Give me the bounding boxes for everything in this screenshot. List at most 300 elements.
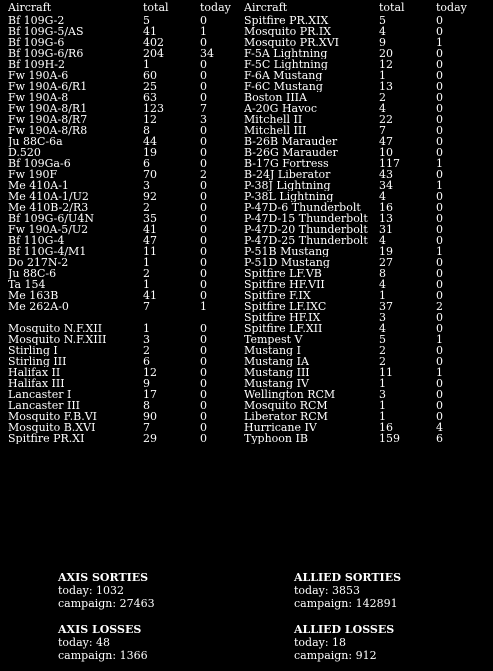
aircraft-name-cell: F-6C Mustang bbox=[244, 81, 323, 92]
allied-losses-summary bbox=[294, 623, 394, 662]
total-cell: 4 bbox=[379, 26, 386, 37]
aircraft-name-cell: Fw 190F bbox=[8, 169, 58, 180]
today-cell: 0 bbox=[200, 15, 207, 26]
table-row bbox=[244, 15, 484, 26]
aircraft-name-cell: Stirling III bbox=[8, 356, 67, 367]
table-header-row bbox=[8, 1, 248, 15]
total-cell: 3 bbox=[379, 312, 386, 323]
today-cell: 0 bbox=[436, 323, 443, 334]
table-row bbox=[244, 246, 484, 257]
total-cell: 7 bbox=[379, 125, 386, 136]
table-row bbox=[8, 114, 248, 125]
aircraft-name-cell: Me 262A-0 bbox=[8, 301, 69, 312]
table-row bbox=[8, 180, 248, 191]
total-cell: 44 bbox=[143, 136, 157, 147]
today-cell: 0 bbox=[200, 158, 207, 169]
today-cell: 0 bbox=[200, 422, 207, 433]
aircraft-name-cell: Wellington RCM bbox=[244, 389, 336, 400]
aircraft-name-cell: P-47D-6 Thunderbolt bbox=[244, 202, 361, 213]
aircraft-name-cell: Me 410A-1 bbox=[8, 180, 69, 191]
total-cell: 41 bbox=[143, 26, 157, 37]
aircraft-name-cell: Spitfire HF.VII bbox=[244, 279, 325, 290]
table-row bbox=[8, 257, 248, 268]
aircraft-name-cell: F-5C Lightning bbox=[244, 59, 328, 70]
total-cell: 1 bbox=[143, 279, 150, 290]
today-cell: 0 bbox=[200, 70, 207, 81]
total-cell: 9 bbox=[379, 37, 386, 48]
total-cell: 1 bbox=[143, 323, 150, 334]
aircraft-name-cell: Bf 109G-6 bbox=[8, 37, 65, 48]
aircraft-name-cell: B-26B Marauder bbox=[244, 136, 338, 147]
total-cell: 2 bbox=[379, 356, 386, 367]
today-cell: 0 bbox=[200, 257, 207, 268]
today-cell: 0 bbox=[200, 213, 207, 224]
aircraft-name-cell: B-17G Fortress bbox=[244, 158, 329, 169]
table-row bbox=[8, 70, 248, 81]
aircraft-header: Aircraft bbox=[244, 1, 288, 14]
total-cell: 3 bbox=[143, 180, 150, 191]
table-row bbox=[244, 312, 484, 323]
aircraft-name-cell: Fw 190A-6 bbox=[8, 70, 69, 81]
aircraft-name-cell: Fw 190A-5/U2 bbox=[8, 224, 89, 235]
total-cell: 4 bbox=[379, 103, 386, 114]
today-cell: 0 bbox=[200, 81, 207, 92]
table-row bbox=[244, 59, 484, 70]
table-row bbox=[8, 422, 248, 433]
today-cell: 1 bbox=[436, 367, 443, 378]
today-cell: 0 bbox=[436, 279, 443, 290]
table-row bbox=[244, 158, 484, 169]
total-cell: 8 bbox=[143, 400, 150, 411]
today-cell: 0 bbox=[436, 70, 443, 81]
total-cell: 6 bbox=[143, 158, 150, 169]
axis-sorties-today: today: 1032 bbox=[58, 584, 125, 597]
today-cell: 0 bbox=[436, 389, 443, 400]
total-cell: 22 bbox=[379, 114, 393, 125]
total-cell: 12 bbox=[143, 367, 157, 378]
total-cell: 11 bbox=[143, 246, 157, 257]
today-cell: 1 bbox=[436, 158, 443, 169]
total-cell: 12 bbox=[379, 59, 393, 70]
total-cell: 3 bbox=[143, 334, 150, 345]
today-cell: 7 bbox=[200, 103, 207, 114]
allied-sorties-today: today: 3853 bbox=[294, 584, 361, 597]
aircraft-name-cell: Fw 190A-8 bbox=[8, 92, 69, 103]
today-header: today bbox=[200, 1, 231, 14]
table-row bbox=[8, 246, 248, 257]
aircraft-name-cell: Liberator RCM bbox=[244, 411, 328, 422]
aircraft-name-cell: Mustang IV bbox=[244, 378, 309, 389]
total-cell: 4 bbox=[379, 191, 386, 202]
aircraft-name-cell: P-38J Lightning bbox=[244, 180, 331, 191]
aircraft-name-cell: Mosquito N.F.XIII bbox=[8, 334, 107, 345]
table-row bbox=[8, 290, 248, 301]
today-cell: 0 bbox=[200, 334, 207, 345]
table-row bbox=[244, 125, 484, 136]
today-cell: 0 bbox=[200, 290, 207, 301]
total-cell: 13 bbox=[379, 81, 393, 92]
aircraft-name-cell: Mosquito B.XVI bbox=[8, 422, 96, 433]
total-cell: 47 bbox=[379, 136, 393, 147]
table-row bbox=[8, 37, 248, 48]
total-cell: 4 bbox=[379, 235, 386, 246]
today-cell: 0 bbox=[200, 389, 207, 400]
aircraft-name-cell: Me 163B bbox=[8, 290, 59, 301]
today-cell: 0 bbox=[436, 191, 443, 202]
table-row bbox=[244, 290, 484, 301]
table-row bbox=[8, 345, 248, 356]
today-cell: 4 bbox=[436, 422, 443, 433]
aircraft-name-cell: A-20G Havoc bbox=[244, 103, 318, 114]
total-cell: 19 bbox=[379, 246, 393, 257]
table-row bbox=[8, 389, 248, 400]
today-cell: 0 bbox=[436, 81, 443, 92]
aircraft-name-cell: D.520 bbox=[8, 147, 41, 158]
today-cell: 0 bbox=[436, 235, 443, 246]
aircraft-name-cell: Mosquito PR.IX bbox=[244, 26, 332, 37]
total-cell: 12 bbox=[143, 114, 157, 125]
table-row bbox=[8, 433, 248, 444]
table-row bbox=[8, 158, 248, 169]
aircraft-name-cell bbox=[8, 312, 143, 323]
total-cell: 1 bbox=[379, 70, 386, 81]
total-cell: 7 bbox=[143, 422, 150, 433]
today-cell: 0 bbox=[436, 224, 443, 235]
aircraft-name-cell: Spitfire LF.VB bbox=[244, 268, 322, 279]
total-cell: 41 bbox=[143, 224, 157, 235]
axis-aircraft-table bbox=[8, 1, 248, 444]
table-row bbox=[244, 169, 484, 180]
today-cell: 0 bbox=[436, 169, 443, 180]
today-cell: 0 bbox=[436, 268, 443, 279]
today-cell: 0 bbox=[200, 224, 207, 235]
table-row bbox=[8, 26, 248, 37]
table-row bbox=[244, 301, 484, 312]
today-cell: 0 bbox=[200, 433, 207, 444]
table-row bbox=[244, 103, 484, 114]
allied-sorties-summary bbox=[294, 571, 401, 610]
table-row bbox=[244, 191, 484, 202]
table-row bbox=[8, 301, 248, 312]
table-row bbox=[8, 378, 248, 389]
aircraft-name-cell: Fw 190A-8/R8 bbox=[8, 125, 88, 136]
total-cell: 2 bbox=[379, 92, 386, 103]
table-row bbox=[8, 213, 248, 224]
aircraft-name-cell: Spitfire PR.XIX bbox=[244, 15, 329, 26]
total-cell: 35 bbox=[143, 213, 157, 224]
aircraft-name-cell: Bf 109G-6/U4N bbox=[8, 213, 94, 224]
total-cell: 123 bbox=[143, 103, 164, 114]
aircraft-name-cell: Mustang III bbox=[244, 367, 310, 378]
total-cell: 8 bbox=[143, 125, 150, 136]
today-cell: 2 bbox=[436, 301, 443, 312]
table-row bbox=[8, 92, 248, 103]
table-row bbox=[8, 312, 248, 323]
aircraft-name-cell: Bf 109G-2 bbox=[8, 15, 65, 26]
total-cell: 70 bbox=[143, 169, 157, 180]
axis-sorties-campaign: campaign: 27463 bbox=[58, 597, 155, 610]
table-row bbox=[8, 147, 248, 158]
total-cell: 16 bbox=[379, 202, 393, 213]
table-row bbox=[8, 136, 248, 147]
total-cell: 4 bbox=[379, 279, 386, 290]
today-cell: 0 bbox=[436, 356, 443, 367]
total-cell: 60 bbox=[143, 70, 157, 81]
table-row bbox=[244, 114, 484, 125]
today-cell: 1 bbox=[436, 334, 443, 345]
table-row bbox=[244, 389, 484, 400]
today-cell: 6 bbox=[436, 433, 443, 444]
total-cell: 31 bbox=[379, 224, 393, 235]
total-cell: 2 bbox=[379, 345, 386, 356]
total-cell: 92 bbox=[143, 191, 157, 202]
today-cell: 0 bbox=[436, 136, 443, 147]
aircraft-name-cell: Mitchell III bbox=[244, 125, 307, 136]
table-row bbox=[8, 323, 248, 334]
total-cell: 90 bbox=[143, 411, 157, 422]
table-row bbox=[8, 202, 248, 213]
today-cell: 0 bbox=[200, 59, 207, 70]
table-header-row bbox=[244, 1, 484, 15]
total-cell: 41 bbox=[143, 290, 157, 301]
aircraft-name-cell: Bf 110G-4/M1 bbox=[8, 246, 87, 257]
allied-losses-campaign: campaign: 912 bbox=[294, 649, 377, 662]
total-cell: 117 bbox=[379, 158, 400, 169]
today-cell: 0 bbox=[436, 125, 443, 136]
table-row bbox=[244, 400, 484, 411]
aircraft-name-cell: P-47D-25 Thunderbolt bbox=[244, 235, 368, 246]
allied-losses-today: today: 18 bbox=[294, 636, 347, 649]
aircraft-name-cell: Halifax II bbox=[8, 367, 61, 378]
axis-losses-summary bbox=[58, 623, 148, 662]
total-cell: 204 bbox=[143, 48, 164, 59]
allied-aircraft-table bbox=[244, 1, 484, 444]
aircraft-name-cell: Bf 109Ga-6 bbox=[8, 158, 71, 169]
today-cell: 0 bbox=[436, 400, 443, 411]
axis-losses-campaign: campaign: 1366 bbox=[58, 649, 148, 662]
table-row bbox=[244, 92, 484, 103]
today-cell: 0 bbox=[436, 213, 443, 224]
today-cell: 0 bbox=[436, 92, 443, 103]
today-cell: 0 bbox=[436, 411, 443, 422]
aircraft-name-cell: Stirling I bbox=[8, 345, 58, 356]
total-cell: 9 bbox=[143, 378, 150, 389]
table-row bbox=[244, 268, 484, 279]
aircraft-name-cell: Mustang IA bbox=[244, 356, 309, 367]
table-row bbox=[8, 235, 248, 246]
aircraft-name-cell: Typhoon IB bbox=[244, 433, 308, 444]
total-cell: 5 bbox=[379, 15, 386, 26]
today-cell bbox=[200, 312, 248, 323]
today-cell: 0 bbox=[200, 367, 207, 378]
total-cell: 5 bbox=[379, 334, 386, 345]
axis-sorties-summary bbox=[58, 571, 155, 610]
today-cell: 0 bbox=[200, 323, 207, 334]
total-cell: 2 bbox=[143, 268, 150, 279]
total-header: total bbox=[143, 1, 169, 14]
total-cell: 63 bbox=[143, 92, 157, 103]
today-cell: 0 bbox=[200, 136, 207, 147]
table-row bbox=[8, 367, 248, 378]
table-row bbox=[244, 411, 484, 422]
table-row bbox=[244, 213, 484, 224]
today-cell: 0 bbox=[436, 103, 443, 114]
today-cell: 0 bbox=[436, 26, 443, 37]
aircraft-name-cell: P-47D-20 Thunderbolt bbox=[244, 224, 368, 235]
total-cell: 5 bbox=[143, 15, 150, 26]
total-cell: 159 bbox=[379, 433, 400, 444]
aircraft-name-cell: Do 217N-2 bbox=[8, 257, 69, 268]
aircraft-name-cell: Me 410A-1/U2 bbox=[8, 191, 89, 202]
aircraft-name-cell: Spitfire LF.IXC bbox=[244, 301, 327, 312]
table-row bbox=[244, 433, 484, 444]
aircraft-name-cell: Mosquito N.F.XII bbox=[8, 323, 103, 334]
table-row bbox=[8, 191, 248, 202]
aircraft-name-cell: Fw 190A-6/R1 bbox=[8, 81, 88, 92]
aircraft-name-cell: Ju 88C-6 bbox=[8, 268, 57, 279]
axis-sorties-heading: AXIS SORTIES bbox=[58, 571, 149, 584]
allied-aircraft-rows bbox=[244, 15, 484, 444]
total-cell: 1 bbox=[379, 411, 386, 422]
table-row bbox=[244, 345, 484, 356]
aircraft-name-cell: Spitfire HF.IX bbox=[244, 312, 321, 323]
table-row bbox=[8, 334, 248, 345]
today-header: today bbox=[436, 1, 467, 14]
aircraft-name-cell: F-5A Lightning bbox=[244, 48, 328, 59]
table-row bbox=[244, 147, 484, 158]
today-cell: 0 bbox=[436, 312, 443, 323]
today-cell: 0 bbox=[436, 48, 443, 59]
aircraft-name-cell: Mosquito RCM bbox=[244, 400, 328, 411]
total-cell: 43 bbox=[379, 169, 393, 180]
today-cell: 0 bbox=[200, 279, 207, 290]
total-cell: 1 bbox=[143, 59, 150, 70]
aircraft-name-cell: Me 410B-2/R3 bbox=[8, 202, 89, 213]
today-cell: 0 bbox=[200, 235, 207, 246]
aircraft-name-cell: B-24J Liberator bbox=[244, 169, 331, 180]
today-cell: 0 bbox=[436, 202, 443, 213]
total-header: total bbox=[379, 1, 405, 14]
total-cell: 29 bbox=[143, 433, 157, 444]
table-row bbox=[244, 257, 484, 268]
today-cell: 0 bbox=[436, 257, 443, 268]
aircraft-name-cell: P-38L Lightning bbox=[244, 191, 334, 202]
table-row bbox=[8, 125, 248, 136]
aircraft-name-cell: Hurricane IV bbox=[244, 422, 317, 433]
today-cell: 3 bbox=[200, 114, 207, 125]
total-cell: 2 bbox=[143, 202, 150, 213]
aircraft-name-cell: P-51B Mustang bbox=[244, 246, 330, 257]
table-row bbox=[8, 48, 248, 59]
table-row bbox=[244, 323, 484, 334]
today-cell: 0 bbox=[436, 345, 443, 356]
today-cell: 0 bbox=[200, 268, 207, 279]
table-row bbox=[244, 26, 484, 37]
aircraft-name-cell: Mustang I bbox=[244, 345, 301, 356]
total-cell: 2 bbox=[143, 345, 150, 356]
total-cell: 402 bbox=[143, 37, 164, 48]
axis-aircraft-rows bbox=[8, 15, 248, 444]
aircraft-name-cell: Bf 109G-5/AS bbox=[8, 26, 84, 37]
today-cell: 34 bbox=[200, 48, 214, 59]
aircraft-name-cell: Bf 110G-4 bbox=[8, 235, 65, 246]
aircraft-name-cell: Lancaster I bbox=[8, 389, 72, 400]
total-cell: 27 bbox=[379, 257, 393, 268]
axis-losses-today: today: 48 bbox=[58, 636, 111, 649]
total-cell: 6 bbox=[143, 356, 150, 367]
aircraft-name-cell: Ju 88C-6a bbox=[8, 136, 63, 147]
today-cell: 0 bbox=[200, 147, 207, 158]
table-row bbox=[8, 411, 248, 422]
total-cell: 1 bbox=[379, 378, 386, 389]
table-row bbox=[244, 422, 484, 433]
today-cell: 1 bbox=[200, 301, 207, 312]
today-cell: 0 bbox=[436, 59, 443, 70]
aircraft-name-cell: Fw 190A-8/R1 bbox=[8, 103, 88, 114]
table-row bbox=[244, 81, 484, 92]
today-cell: 0 bbox=[200, 246, 207, 257]
aircraft-header: Aircraft bbox=[8, 1, 52, 14]
total-cell: 7 bbox=[143, 301, 150, 312]
aircraft-name-cell: Tempest V bbox=[244, 334, 303, 345]
table-row bbox=[8, 268, 248, 279]
aircraft-name-cell: Boston IIIA bbox=[244, 92, 307, 103]
today-cell: 0 bbox=[200, 180, 207, 191]
today-cell: 0 bbox=[200, 400, 207, 411]
today-cell: 0 bbox=[200, 191, 207, 202]
today-cell: 0 bbox=[436, 290, 443, 301]
today-cell: 0 bbox=[436, 147, 443, 158]
today-cell: 0 bbox=[200, 345, 207, 356]
table-row bbox=[244, 70, 484, 81]
table-row bbox=[8, 169, 248, 180]
table-row bbox=[244, 367, 484, 378]
axis-losses-heading: AXIS LOSSES bbox=[58, 623, 142, 636]
total-cell: 1 bbox=[379, 290, 386, 301]
table-row bbox=[244, 356, 484, 367]
total-cell: 47 bbox=[143, 235, 157, 246]
aircraft-name-cell: Mosquito F.B.VI bbox=[8, 411, 97, 422]
total-cell: 1 bbox=[143, 257, 150, 268]
aircraft-name-cell: Fw 190A-8/R7 bbox=[8, 114, 88, 125]
table-row bbox=[8, 224, 248, 235]
today-cell: 0 bbox=[200, 356, 207, 367]
table-row bbox=[244, 279, 484, 290]
aircraft-name-cell: Bf 109G-6/R6 bbox=[8, 48, 84, 59]
table-row bbox=[244, 37, 484, 48]
table-row bbox=[244, 180, 484, 191]
total-cell: 3 bbox=[379, 389, 386, 400]
aircraft-name-cell: B-26G Marauder bbox=[244, 147, 338, 158]
aircraft-name-cell: Lancaster III bbox=[8, 400, 81, 411]
today-cell: 1 bbox=[436, 246, 443, 257]
table-row bbox=[244, 48, 484, 59]
total-cell: 20 bbox=[379, 48, 393, 59]
table-row bbox=[8, 400, 248, 411]
aircraft-name-cell: Halifax III bbox=[8, 378, 65, 389]
table-row bbox=[244, 224, 484, 235]
today-cell: 1 bbox=[436, 180, 443, 191]
table-row bbox=[8, 279, 248, 290]
today-cell: 0 bbox=[200, 125, 207, 136]
aircraft-name-cell: Spitfire F.IX bbox=[244, 290, 311, 301]
total-cell: 37 bbox=[379, 301, 393, 312]
table-row bbox=[244, 378, 484, 389]
table-row bbox=[8, 15, 248, 26]
today-cell: 0 bbox=[200, 202, 207, 213]
allied-losses-heading: ALLIED LOSSES bbox=[294, 623, 395, 636]
allied-sorties-campaign: campaign: 142891 bbox=[294, 597, 398, 610]
